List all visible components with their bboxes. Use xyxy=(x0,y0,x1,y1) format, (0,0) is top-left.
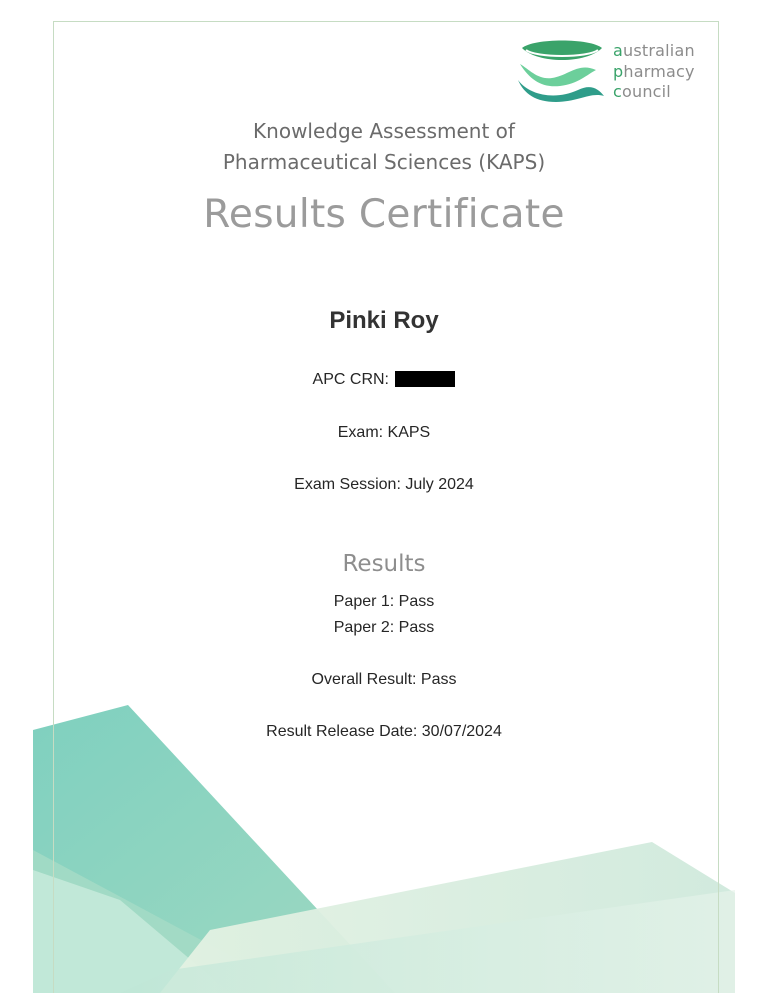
subtitle-line-1: Knowledge Assessment of xyxy=(253,119,515,143)
subtitle-line-2: Pharmaceutical Sciences (KAPS) xyxy=(222,150,546,174)
overall-result: Overall Result: Pass xyxy=(311,671,457,688)
crn-row xyxy=(0,371,768,389)
logo-text-council: council xyxy=(613,82,671,101)
logo-text-pharmacy: pharmacy xyxy=(613,61,695,81)
release-date: Result Release Date: 30/07/2024 xyxy=(266,723,502,740)
certificate-title: Results Certificate xyxy=(203,192,565,237)
logo-text-australian: australian xyxy=(613,41,695,60)
exam-session-line: Exam Session: July 2024 xyxy=(294,476,474,493)
paper-2-result: Paper 2: Pass xyxy=(333,619,435,636)
crn-redaction-box xyxy=(395,371,455,387)
crn-label: APC CRN: xyxy=(312,371,389,388)
candidate-name: Pinki Roy xyxy=(329,307,439,334)
certificate-subtitle xyxy=(0,116,768,178)
apc-logo xyxy=(516,40,706,102)
results-heading: Results xyxy=(342,551,426,577)
paper-1-result: Paper 1: Pass xyxy=(333,593,435,610)
exam-line: Exam: KAPS xyxy=(337,424,431,441)
apc-logo-mark-icon xyxy=(516,40,608,102)
